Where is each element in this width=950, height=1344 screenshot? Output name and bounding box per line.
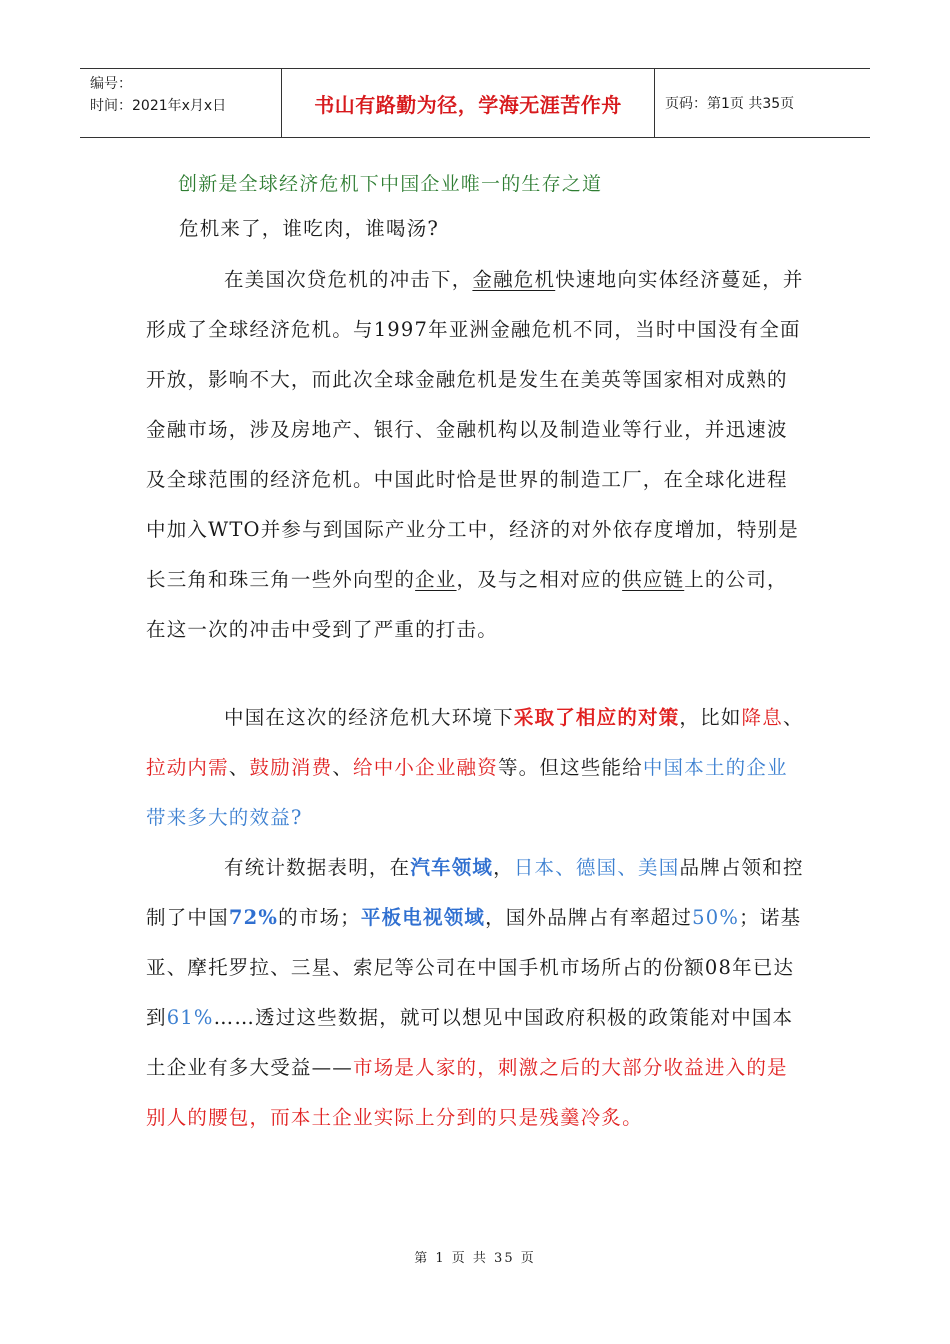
text-run: ，比如 — [679, 706, 742, 729]
text-run: ，及与之相对应的 — [456, 568, 623, 591]
highlight-domestic-demand: 拉动内需 — [146, 756, 229, 779]
text-run: 上的公司，在这一次的冲击中受到了严重的打击。 — [146, 568, 788, 641]
highlight-consumption: 鼓励消费 — [249, 756, 333, 779]
article-subtitle: 危机来了，谁吃肉，谁喝汤? — [179, 217, 440, 240]
text-run: 等。但这些能给 — [497, 756, 643, 779]
text-run: 品牌占领和控制了中国 — [146, 856, 804, 929]
paragraph-1 — [146, 255, 806, 655]
text-run: 、 — [228, 756, 250, 779]
highlight-sme-financing: 给中小企业融资 — [353, 756, 498, 779]
highlight-countermeasures: 采取了相应的对策 — [513, 706, 680, 729]
header-meta — [80, 69, 282, 137]
link-supply-chain[interactable]: 供应链 — [622, 568, 685, 591]
article-title: 创新是全球经济危机下中国企业唯一的生存之道 — [178, 173, 603, 195]
header-motto: 书山有路勤为径，学海无涯苦作舟 — [282, 69, 655, 137]
text-run: ……透过这些数据，就可以想见中国政府积极的政策能对中国本土企业有多大受益—— — [146, 1006, 794, 1079]
highlight-conclusion: 市场是人家的，刺激之后的大部分收益进入的是别人的腰包，而本土企业实际上分到的只是残羹冷炙。 — [146, 1056, 788, 1129]
text-run: ，国外品牌占有率超过 — [485, 906, 693, 929]
text-run: 、 — [332, 756, 354, 779]
document-header — [80, 68, 870, 138]
text-run: 在美国次贷危机的冲击下， — [224, 268, 473, 291]
text-run: 快速地向实体经济蔓延，并形成了全球经济危机。与1997年亚洲金融危机不同，当时中国没有全面开放，影响不大，而此次全球金融危机是发生在美英等国家相对成熟的金融市场，涉及房地产、银行、金融机构以及制造业等行业，并迅速波及全球范围的经济危机。中国此时恰是世界的制造工厂，在全球化进程中加入WTO并参与到国际产业分工中，经济的对外依存度增加，特别是长三角和珠三角一些外向型的 — [146, 268, 804, 591]
highlight-rate-cut: 降息 — [741, 706, 783, 729]
highlight-countries: 日本、德国、美国 — [513, 856, 680, 879]
highlight-flat-tv: 平板电视领域 — [360, 906, 486, 929]
paragraph-2 — [146, 693, 806, 843]
text-run: ， — [493, 856, 514, 879]
header-page-label: 页码：第1页 共35页 — [665, 96, 795, 112]
text-run: 有统计数据表明，在 — [224, 856, 411, 879]
text-run: 中国在这次的经济危机大环境下 — [224, 706, 514, 729]
highlight-auto-sector: 汽车领域 — [410, 856, 494, 879]
text-run: ；诺基亚、摩托罗拉、三星、索尼等公司在中国手机市场所占的份额08年已达到 — [146, 906, 802, 1029]
paragraph-3 — [146, 843, 806, 1143]
text-run: 的市场； — [278, 906, 361, 929]
highlight-domestic-benefit: 中国本土的企业带来多大的效益? — [146, 756, 788, 829]
link-financial-crisis[interactable]: 金融危机 — [472, 268, 556, 291]
link-enterprise[interactable]: 企业 — [415, 568, 457, 591]
article-body — [146, 165, 806, 1143]
page-footer: 第 1 页 共 35 页 — [414, 1251, 536, 1266]
number-label: 编号： — [90, 76, 132, 92]
paragraph-gap — [146, 655, 806, 693]
text-run: 、 — [782, 706, 804, 729]
highlight-61-percent: 61% — [166, 1006, 214, 1029]
date-label: 时间：2021年x月x日 — [90, 98, 227, 114]
highlight-72-percent: 72% — [228, 906, 279, 929]
highlight-50-percent: 50% — [692, 906, 740, 929]
